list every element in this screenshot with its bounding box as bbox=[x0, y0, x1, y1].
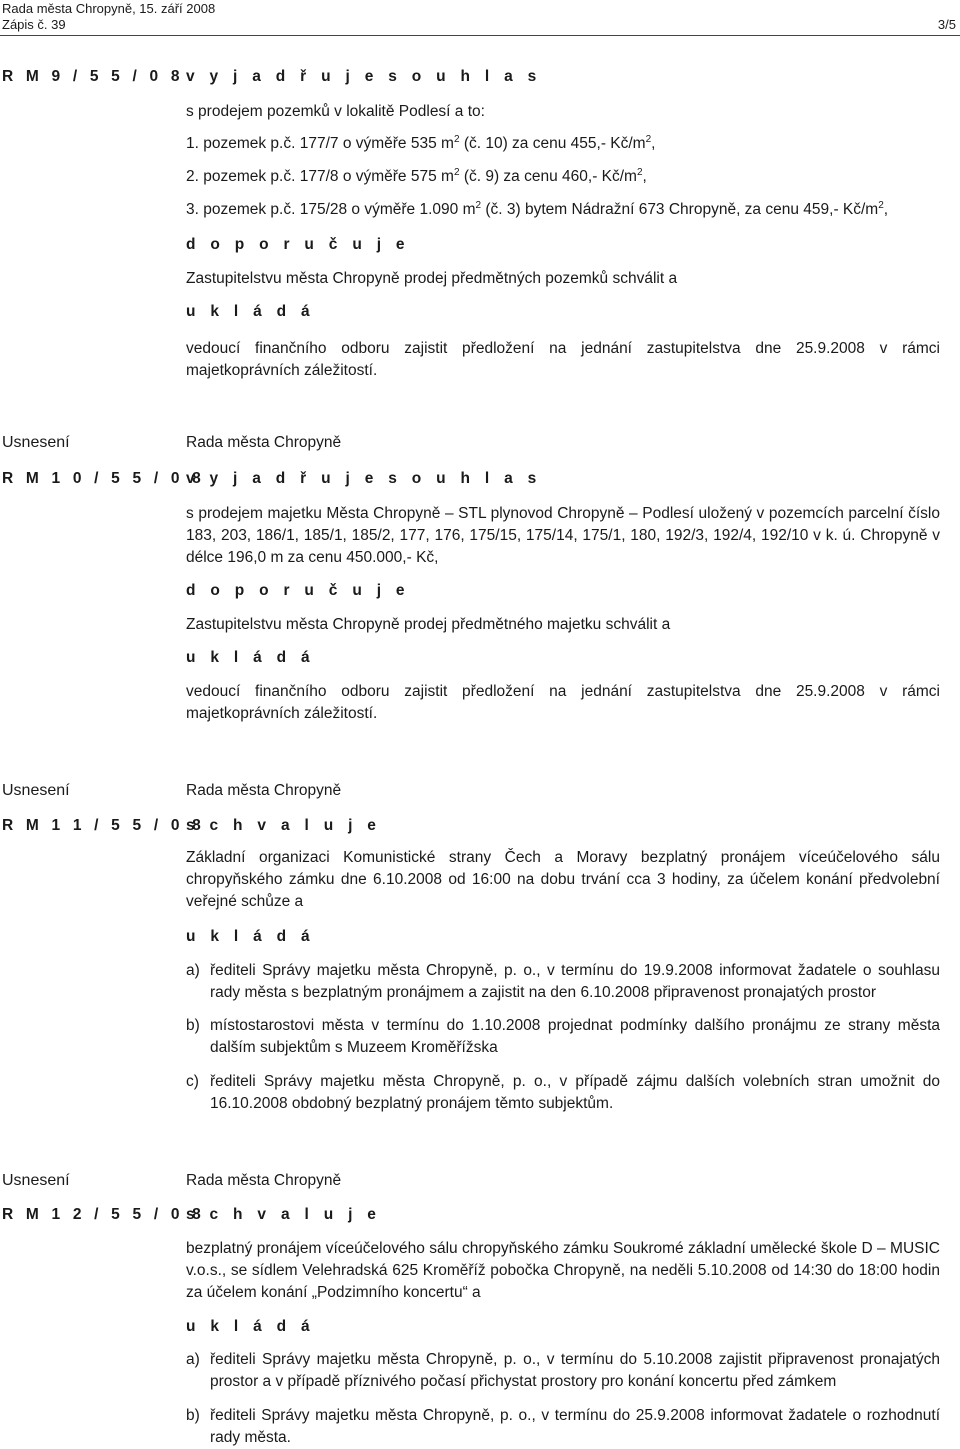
r12-body: Rada města Chropyně bbox=[186, 1172, 342, 1189]
r12-item-marker: a) bbox=[186, 1351, 200, 1368]
r10-keyword-uklada: u k l á d á bbox=[186, 649, 315, 666]
r11-keyword-schvaluje: s c h v a l u j e bbox=[186, 817, 382, 834]
r9-recommendation-text: Zastupitelstvu města Chropyně prodej předmětných pozemků schválit a bbox=[186, 270, 678, 287]
r11-item-marker: b) bbox=[186, 1017, 200, 1034]
r11-label: Usnesení bbox=[2, 782, 70, 799]
header-divider bbox=[0, 35, 960, 36]
r11-body: Rada města Chropyně bbox=[186, 782, 342, 799]
header-subtitle: Zápis č. 39 bbox=[2, 17, 66, 32]
resolution-code-11: R M 1 1 / 5 5 / 0 8 bbox=[2, 817, 205, 834]
resolution-code-9: R M 9 / 5 5 / 0 8 bbox=[2, 68, 184, 85]
r9-keyword-souhlas: v y j a d ř u j e s o u h l a s bbox=[186, 68, 542, 85]
r12-keyword-uklada: u k l á d á bbox=[186, 1318, 315, 1335]
r12-keyword-schvaluje: s c h v a l u j e bbox=[186, 1206, 382, 1223]
r11-item-marker: a) bbox=[186, 962, 200, 979]
r11-approval-text: Základní organizaci Komunistické strany Čech a Moravy bezplatný pronájem víceúčelového sálu chropyňského zámku dne 6.10.2008 od 16:00 na dobu trvání cca 3 hodiny, za účelem konání předvolební veřejné schůze a bbox=[186, 849, 940, 910]
page-number: 3/5 bbox=[937, 17, 956, 32]
r9-task-text: vedoucí finančního odboru zajistit předložení na jednání zastupitelstva dne 25.9.2008 v rámci majetkoprávních záležitostí. bbox=[186, 340, 940, 379]
r12-item-text: řediteli Správy majetku města Chropyně, p. o., v termínu do 25.9.2008 informovat žadatele o rozhodnutí rady města. bbox=[210, 1407, 940, 1446]
r10-keyword-souhlas: v y j a d ř u j e s o u h l a s bbox=[186, 470, 542, 487]
r11-keyword-uklada: u k l á d á bbox=[186, 928, 315, 945]
r9-list-item: 1. pozemek p.č. 177/7 o výměře 535 $m^2$ (č. 10) za cenu 455,- $Kč/m^2$, bbox=[186, 133, 656, 152]
r10-body: Rada města Chropyně bbox=[186, 434, 342, 451]
r9-list-item: 3. pozemek p.č. 175/28 o výměře 1.090 $m^2$ (č. 3) bytem Nádražní 673 Chropyně, za cenu 459,- $Kč/m^2$, bbox=[186, 199, 889, 218]
r10-recommendation-text: Zastupitelstvu města Chropyně prodej předmětného majetku schválit a bbox=[186, 616, 671, 633]
resolution-code-10: R M 1 0 / 5 5 / 0 8 bbox=[2, 470, 205, 487]
r10-keyword-doporucuje: d o p o r u č u j e bbox=[186, 582, 410, 599]
r10-label: Usnesení bbox=[2, 434, 70, 451]
r9-list-item: 2. pozemek p.č. 177/8 o výměře 575 $m^2$ (č. 9) za cenu 460,- $Kč/m^2$, bbox=[186, 166, 647, 185]
r10-task-text: vedoucí finančního odboru zajistit předložení na jednání zastupitelstva dne 25.9.2008 v rámci majetkoprávních záležitostí. bbox=[186, 683, 940, 722]
r12-item-text: řediteli Správy majetku města Chropyně, p. o., v termínu do 5.10.2008 zajistit připravenost pronajatých prostor a v případě příznivého počasí přichystat prostory pro konání koncertu před zámkem bbox=[210, 1351, 940, 1390]
r11-item-text: řediteli Správy majetku města Chropyně, p. o., v případě zájmu dalších volebních stran umožnit do 16.10.2008 obdobný bezplatný pronájem těmto subjektům. bbox=[210, 1073, 940, 1112]
r12-item-marker: b) bbox=[186, 1407, 200, 1424]
r9-keyword-doporucuje: d o p o r u č u j e bbox=[186, 236, 410, 253]
r11-item-marker: c) bbox=[186, 1073, 199, 1090]
r12-label: Usnesení bbox=[2, 1172, 70, 1189]
r9-intro: s prodejem pozemků v lokalitě Podlesí a to: bbox=[186, 103, 485, 120]
r10-sale-text: s prodejem majetku Města Chropyně – STL plynovod Chropyně – Podlesí uložený v pozemcích parcelní číslo 183, 203, 186/1, 185/1, 185/2, 177, 176, 175/15, 175/14, 175/1, 180, 192/3, 192/4, 192/10 v k. ú. Chropyně v délce 196,0 m za cenu 450.000,- Kč, bbox=[186, 505, 940, 566]
r11-item-text: řediteli Správy majetku města Chropyně, p. o., v termínu do 19.9.2008 informovat žadatele o souhlasu rady města s bezplatným pronájmem a zajistit na den 6.10.2008 připravenost pronajatých prostor bbox=[210, 962, 940, 1001]
resolution-code-12: R M 1 2 / 5 5 / 0 8 bbox=[2, 1206, 205, 1223]
r9-keyword-uklada: u k l á d á bbox=[186, 303, 315, 320]
r11-item-text: místostarostovi města v termínu do 1.10.2008 projednat podmínky dalšího pronájmu ze strany města dalším subjektům s Muzeem Kroměřížska bbox=[210, 1017, 940, 1056]
header-title: Rada města Chropyně, 15. září 2008 bbox=[2, 1, 216, 16]
r12-approval-text: bezplatný pronájem víceúčelového sálu chropyňského zámku Soukromé základní umělecké škole D – MUSIC v.o.s., se sídlem Velehradská 625 Kroměříž pobočka Chropyně, na neděli 5.10.2008 od 14:30 do 18:00 hodin za účelem konání „Podzimního koncertu“ a bbox=[186, 1240, 940, 1301]
